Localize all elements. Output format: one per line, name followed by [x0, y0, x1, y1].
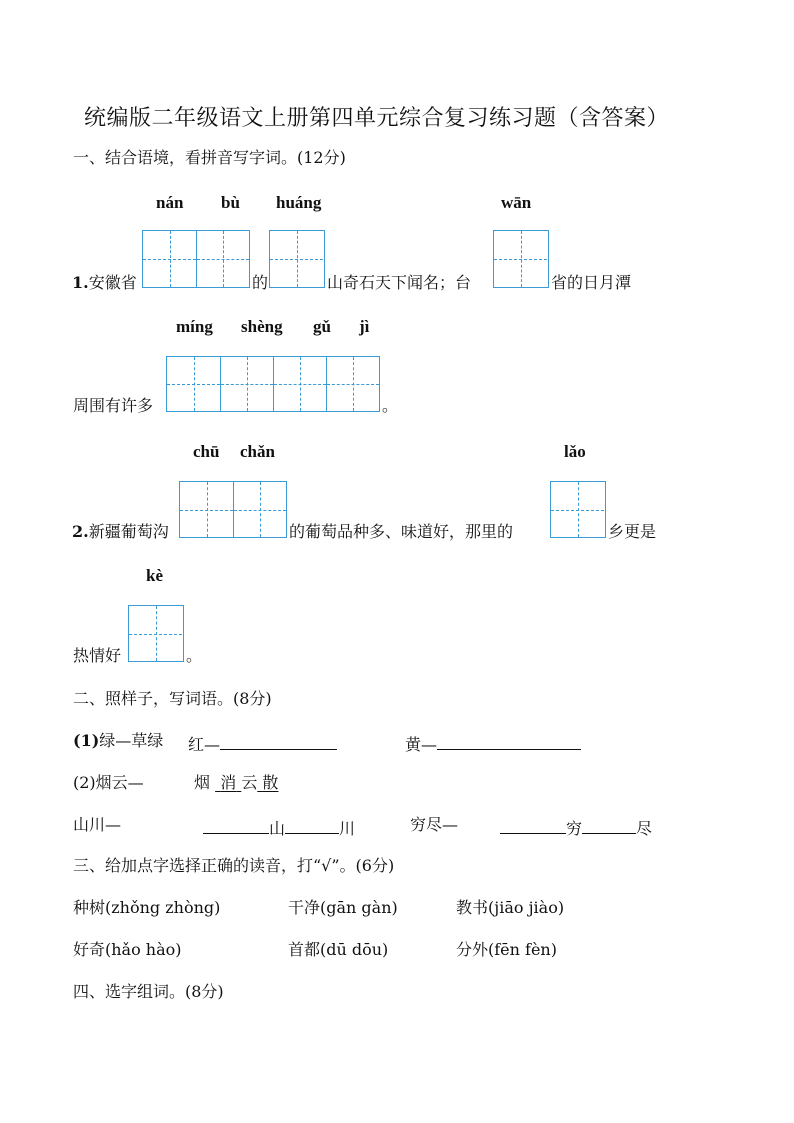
tianzige-mingshenggujі[interactable] — [166, 356, 380, 412]
s3-item-4[interactable]: 好奇(hǎo hào) — [73, 940, 182, 959]
pinyin-lao: lǎo — [564, 442, 586, 461]
grid-cell[interactable] — [196, 231, 249, 287]
tianzige-chuchan[interactable] — [179, 481, 287, 538]
s2-yellow — [405, 733, 581, 753]
s2-l2-label: (2)烟云— — [73, 773, 144, 792]
s2-l1-num: (1) — [73, 731, 100, 750]
grid-cell[interactable] — [273, 357, 326, 411]
s2-ex-4 — [257, 773, 278, 792]
pinyin-chu: chū — [193, 442, 220, 461]
s2-line-3a: 山川— — [73, 815, 122, 834]
s3-item-1[interactable]: 种树(zhǒng zhòng) — [73, 898, 221, 917]
grid-cell[interactable] — [494, 231, 547, 287]
answer-blank[interactable] — [500, 817, 566, 834]
grid-cell[interactable] — [326, 357, 379, 411]
q2-text-3: 乡更是 — [608, 522, 657, 541]
pinyin-chan: chǎn — [240, 442, 275, 461]
s2-l3-e: 穷 — [566, 819, 583, 838]
s2-l3-f: 尽 — [636, 819, 653, 838]
tianzige-lao[interactable] — [550, 481, 606, 538]
q2-num: 2. — [72, 522, 89, 541]
s2-line-3e — [500, 817, 652, 837]
s2-ex-3: 云 — [241, 773, 258, 792]
pinyin-ji: jì — [359, 317, 370, 336]
grid-cell[interactable] — [270, 231, 323, 287]
s2-ex-2-text: 消 — [220, 773, 237, 792]
section-3-heading: 三、给加点字选择正确的读音，打“√”。(6分) — [73, 856, 395, 875]
s2-line-3b — [203, 817, 355, 837]
s2-red-label: 红— — [188, 735, 221, 754]
q1-num: 1. — [72, 273, 89, 292]
q1-number — [72, 275, 137, 291]
grid-cell[interactable] — [129, 606, 182, 661]
q1-text-5: 周围有许多 — [73, 396, 154, 415]
pinyin-ke: kè — [146, 566, 163, 585]
s3-item-2[interactable]: 干净(gān gàn) — [288, 898, 398, 917]
section-1-heading: 一、结合语境，看拼音写字词。(12分) — [73, 148, 346, 167]
q2-text-2: 的葡萄品种多、味道好，那里的 — [289, 522, 514, 541]
q2-text-4: 热情好 — [73, 646, 122, 665]
s2-line-2 — [73, 775, 144, 791]
s2-l3-c: 川 — [339, 819, 356, 838]
s3-item-6[interactable]: 分外(fēn fèn) — [456, 940, 557, 959]
section-2-heading: 二、照样子，写词语。(8分) — [73, 689, 272, 708]
s3-item-5[interactable]: 首都(dū dōu) — [288, 940, 389, 959]
pinyin-huang: huáng — [276, 193, 322, 212]
grid-cell[interactable] — [167, 357, 220, 411]
tianzige-nanbu[interactable] — [142, 230, 250, 288]
grid-cell[interactable] — [180, 482, 233, 537]
pinyin-sheng: shèng — [241, 317, 283, 336]
s2-l2-example — [194, 775, 278, 791]
q2-number — [72, 524, 169, 540]
q1-text-2: 的 — [252, 273, 269, 292]
tianzige-huang[interactable] — [269, 230, 325, 288]
answer-blank[interactable] — [582, 817, 636, 834]
tianzige-wan[interactable] — [493, 230, 549, 288]
q1-text-6: 。 — [382, 396, 399, 415]
s2-ex-4-text: 散 — [262, 773, 279, 792]
q1-text-3: 山奇石天下闻名；台 — [327, 273, 472, 292]
grid-cell[interactable] — [233, 482, 286, 537]
grid-cell[interactable] — [220, 357, 273, 411]
s2-yellow-label: 黄— — [405, 735, 438, 754]
q2-text-1: 新疆葡萄沟 — [88, 522, 169, 541]
pinyin-wan: wān — [501, 193, 532, 212]
pinyin-ming: míng — [176, 317, 213, 336]
s3-item-3[interactable]: 教书(jiāo jiào) — [456, 898, 565, 917]
s2-l1-example: 绿—草绿 — [99, 731, 164, 750]
grid-cell[interactable] — [551, 482, 604, 537]
pinyin-bu: bù — [221, 193, 240, 212]
s2-ex-2 — [215, 773, 241, 792]
s2-line-3d: 穷尽— — [410, 815, 459, 834]
s2-line-1 — [73, 733, 163, 749]
tianzige-ke[interactable] — [128, 605, 184, 662]
s2-l3-b: 山 — [269, 819, 286, 838]
q2-text-5: 。 — [186, 646, 203, 665]
s2-red — [188, 733, 337, 753]
pinyin-nan: nán — [156, 193, 184, 212]
s2-ex-1: 烟 — [194, 773, 211, 792]
page-title: 统编版二年级语文上册第四单元综合复习练习题（含答案） — [84, 106, 670, 131]
pinyin-gu: gǔ — [313, 317, 331, 336]
answer-blank[interactable] — [203, 817, 269, 834]
q1-text-1: 安徽省 — [88, 273, 137, 292]
answer-blank[interactable] — [220, 733, 337, 750]
answer-blank[interactable] — [437, 733, 581, 750]
grid-cell[interactable] — [143, 231, 196, 287]
q1-text-4: 省的日月潭 — [551, 273, 632, 292]
answer-blank[interactable] — [285, 817, 339, 834]
section-4-heading: 四、选字组词。(8分) — [73, 982, 224, 1001]
